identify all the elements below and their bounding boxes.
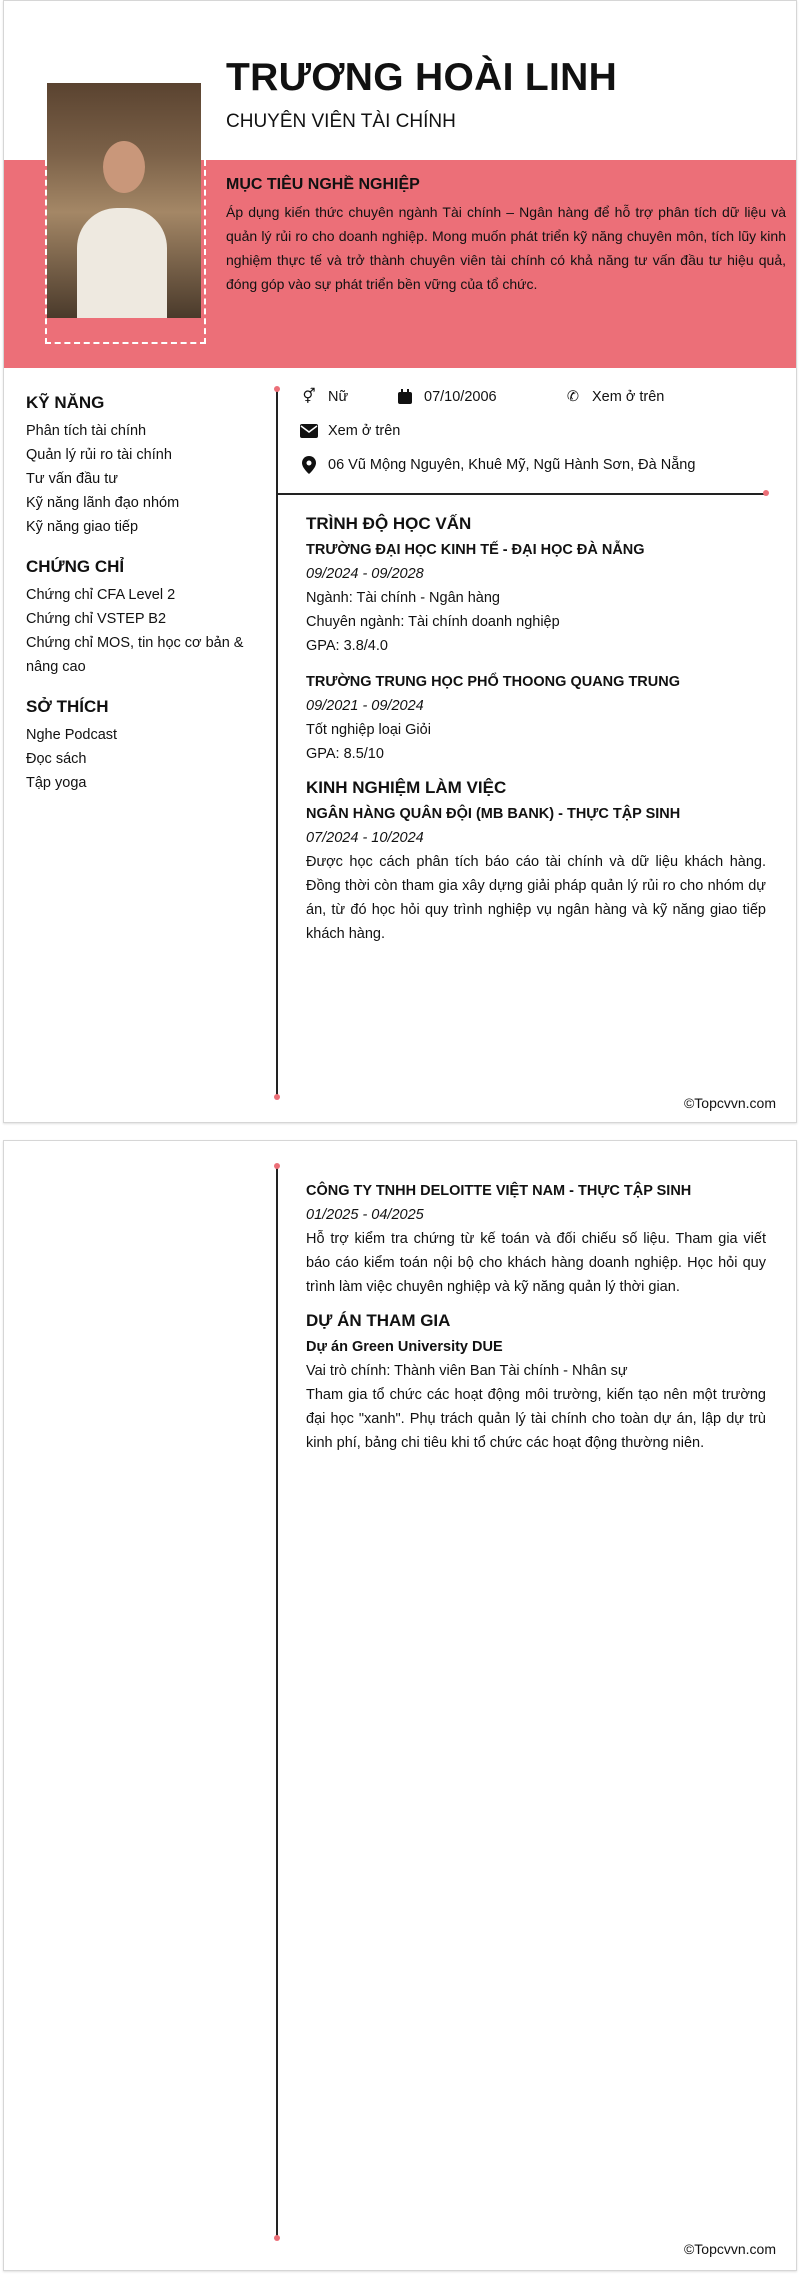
candidate-name: TRƯƠNG HOÀI LINH [226,56,618,99]
envelope-icon [300,422,318,440]
job-description: Được học cách phân tích báo cáo tài chính và dữ liệu khách hàng. Đồng thời còn tham gia xây dựng giải pháp quản lý rủi ro cho nhóm dự án, từ đó học hỏi quy trình nghiệp vụ ngân hàng và kỹ năng giao tiếp khách hàng. [306,854,766,942]
hobbies-heading: SỞ THÍCH [26,697,109,716]
school-date: 09/2021 - 09/2024 [306,698,424,714]
job-title: NGÂN HÀNG QUÂN ĐỘI (MB BANK) - THỰC TẬP SINH [306,806,681,822]
cv-page-2 [3,1140,797,2271]
timeline-dot [274,1094,280,1100]
main-column-page-2 [306,1179,766,1455]
footer-watermark: ©Topcvvn.com [683,2241,776,2257]
school-name: TRƯỜNG TRUNG HỌC PHỔ THOONG QUANG TRUNG [306,674,680,690]
main-column-page-1 [306,506,766,946]
photo-frame-decoration [45,160,206,344]
email-field [300,422,400,440]
school-date: 09/2024 - 09/2028 [306,566,424,582]
experience-heading: KINH NGHIỆM LÀM VIỆC [306,778,507,797]
phone-value: Xem ở trên [592,389,665,405]
map-pin-icon [300,456,318,474]
certificates-heading: CHỨNG CHỈ [26,557,125,576]
contact-divider [276,493,766,495]
cv-page-1 [3,0,797,1123]
certificate-item: Chứng chỉ VSTEP B2 [26,611,167,627]
timeline-line [276,1166,278,2238]
birthday-value: 07/10/2006 [424,389,497,405]
school-detail: GPA: 3.8/4.0 [306,638,388,654]
skill-item: Kỹ năng lãnh đạo nhóm [26,495,180,511]
address-field [300,456,695,474]
objective-heading: MỤC TIÊU NGHỀ NGHIỆP [226,176,420,193]
timeline-dot [274,386,280,392]
school-detail: Ngành: Tài chính - Ngân hàng [306,590,501,606]
gender-icon: ⚥ [302,389,316,405]
certificate-item: Chứng chỉ CFA Level 2 [26,587,176,603]
gender-value: Nữ [328,389,349,405]
school-detail: Tốt nghiệp loại Giỏi [306,722,431,738]
education-heading: TRÌNH ĐỘ HỌC VẤN [306,514,472,533]
project-name: Dự án Green University DUE [306,1339,503,1355]
hobby-item: Đọc sách [26,751,87,767]
timeline-line [276,389,278,1097]
phone-field [564,388,664,406]
job-date: 01/2025 - 04/2025 [306,1207,424,1223]
project-role: Vai trò chính: Thành viên Ban Tài chính - Nhân sự [306,1363,628,1379]
gender-field [300,388,348,406]
skill-item: Tư vấn đầu tư [26,471,118,487]
phone-icon: ✆ [566,389,580,405]
objective-text: Áp dụng kiến thức chuyên ngành Tài chính – Ngân hàng để hỗ trợ phân tích dữ liệu và quản lý rủi ro cho doanh nghiệp. Mong muốn phát triển kỹ năng chuyên môn, tích lũy kinh nghiệm thực tế và trở thành chuyên viên tài chính có khả năng tư vấn đầu tư hiệu quả, đóng góp vào sự phát triển bền vững của tổ chức. [226,204,786,292]
birthday-field [396,388,497,406]
job-title: CÔNG TY TNHH DELOITTE VIỆT NAM - THỰC TẬP SINH [306,1183,692,1199]
calendar-icon [396,388,414,406]
divider-dot [763,490,769,496]
job-description: Hỗ trợ kiểm tra chứng từ kế toán và đối chiếu số liệu. Tham gia viết báo cáo kiểm toán nội bộ cho khách hàng doanh nghiệp. Học hỏi quy trình làm việc chuyên nghiệp và kỹ năng quản lý thời gian. [306,1231,766,1295]
skill-item: Kỹ năng giao tiếp [26,519,139,535]
hobby-item: Tập yoga [26,775,87,791]
address-value: 06 Vũ Mộng Nguyên, Khuê Mỹ, Ngũ Hành Sơn, Đà Nẵng [328,457,696,473]
job-date: 07/2024 - 10/2024 [306,830,424,846]
skills-heading: KỸ NĂNG [26,393,105,412]
school-detail: Chuyên ngành: Tài chính doanh nghiệp [306,614,560,630]
school-name: TRƯỜNG ĐẠI HỌC KINH TẾ - ĐẠI HỌC ĐÀ NẴNG [306,542,645,558]
timeline-dot [274,2235,280,2241]
skill-item: Phân tích tài chính [26,423,147,439]
certificate-item: Chứng chỉ MOS, tin học cơ bản & nâng cao [26,635,244,675]
project-description: Tham gia tổ chức các hoạt động môi trường, kiến tạo nên một trường đại học "xanh". Phụ trách quản lý tài chính cho toàn dự án, lập dự trù kinh phí, bảng chi tiêu khi tổ chức các hoạt động thường niên. [306,1387,766,1451]
timeline-dot [274,1163,280,1169]
projects-heading: DỰ ÁN THAM GIA [306,1311,451,1330]
hobby-item: Nghe Podcast [26,727,118,743]
school-detail: GPA: 8.5/10 [306,746,384,762]
skills-section [26,393,271,795]
candidate-role: CHUYÊN VIÊN TÀI CHÍNH [226,111,456,132]
skill-item: Quản lý rủi ro tài chính [26,447,172,463]
footer-watermark: ©Topcvvn.com [683,1095,776,1111]
email-value: Xem ở trên [328,423,401,439]
